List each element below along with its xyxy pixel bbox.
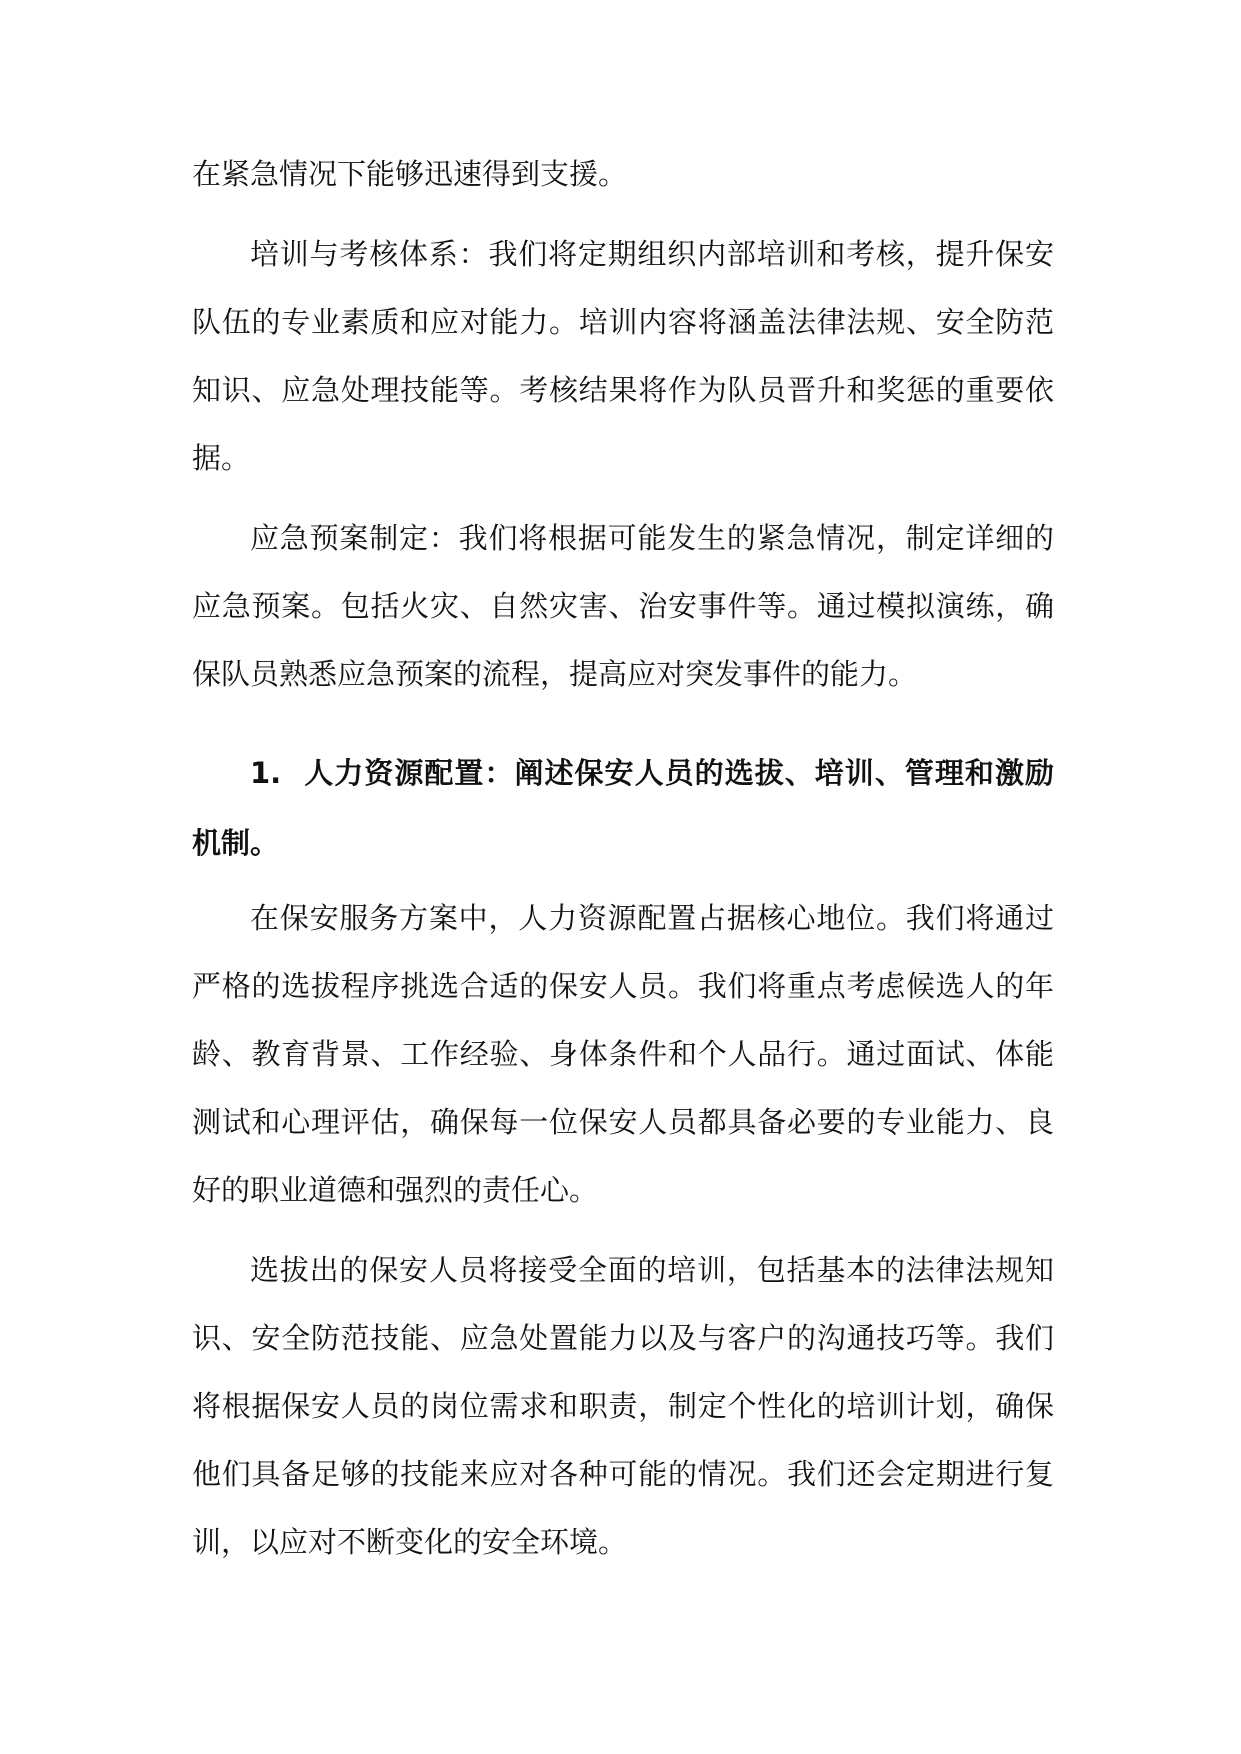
paragraph-hr-training: 选拔出的保安人员将接受全面的培训，包括基本的法律法规知识、安全防范技能、应急处置能力以及与客户的沟通技巧等。我们将根据保安人员的岗位需求和职责，制定个性化的培训计划，确保他们具备足够的技能来应对各种可能的情况。我们还会定期进行复训，以应对不断变化的安全环境。 [192,1253,1054,1559]
section-title: 人力资源配置：阐述保安人员的选拔、培训、管理和激励机制。 [192,756,1054,860]
paragraph-emergency-plan: 应急预案制定：我们将根据可能发生的紧急情况，制定详细的应急预案。包括火灾、自然灾害、治安事件等。通过模拟演练，确保队员熟悉应急预案的流程，提高应对突发事件的能力。 [192,521,1054,691]
section-number: 1. [250,756,282,790]
paragraph-hr-selection: 在保安服务方案中，人力资源配置占据核心地位。我们将通过严格的选拔程序挑选合适的保安人员。我们将重点考虑候选人的年龄、教育背景、工作经验、身体条件和个人品行。通过面试、体能测试和心理评估，确保每一位保安人员都具备必要的专业能力、良好的职业道德和强烈的责任心。 [192,901,1054,1207]
document-body [192,140,1054,1576]
paragraph-training-assessment: 培训与考核体系：我们将定期组织内部培训和考核，提升保安队伍的专业素质和应对能力。培训内容将涵盖法律法规、安全防范知识、应急处理技能等。考核结果将作为队员晋升和奖惩的重要依据。 [192,237,1054,475]
section-heading [192,738,1054,878]
paragraph-continuation: 在紧急情况下能够迅速得到支援。 [192,157,628,191]
